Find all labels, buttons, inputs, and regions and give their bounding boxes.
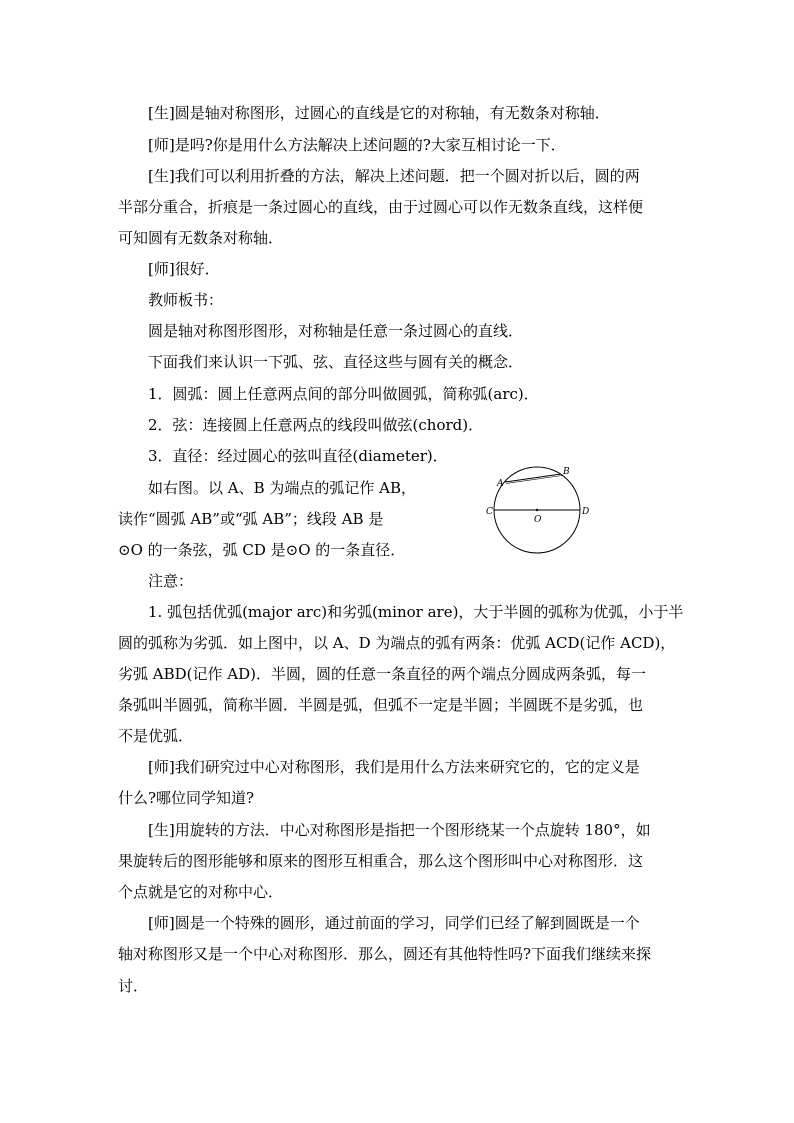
chord-ab-shadow [506, 476, 562, 484]
paragraph-line: 1. 弧包括优弧(major arc)和劣弧(minor are)，大于半圆的弧称为优弧，小于半 [148, 603, 684, 621]
paragraph-line: 3．直径：经过圆心的弦叫直径(diameter)． [148, 447, 448, 465]
paragraph-line: 2．弦：连接圆上任意两点的线段叫做弦(chord)． [148, 416, 484, 434]
paragraph-line: 轴对称图形又是一个中心对称图形．那么，圆还有其他特性吗?下面我们继续来探 [118, 945, 652, 963]
paragraph-line: [师]我们研究过中心对称图形，我们是用什么方法来研究它的，它的定义是 [148, 758, 640, 776]
paragraph-line: 下面我们来认识一下弧、弦、直径这些与圆有关的概念． [148, 353, 524, 371]
paragraph-line: 可知圆有无数条对称轴． [118, 229, 284, 247]
paragraph-line: [师]是吗?你是用什么方法解决上述问题的?大家互相讨论一下． [148, 136, 566, 154]
paragraph-line: 圆是轴对称图形图形，对称轴是任意一条过圆心的直线． [148, 322, 524, 340]
paragraph-line: 注意： [148, 572, 194, 590]
label-c: C [486, 507, 493, 517]
paragraph-line: 半部分重合，折痕是一条过圆心的直线，由于过圆心可以作无数条直线，这样便 [118, 198, 644, 216]
paragraph-line: 讨． [118, 977, 149, 995]
paragraph-line: 1．圆弧：圆上任意两点间的部分叫做圆弧，简称弧(arc)． [148, 385, 539, 403]
chord-ab [505, 474, 561, 482]
paragraph-line: 圆的弧称为劣弧．如上图中，以 A、D 为端点的弧有两条：优弧 ACD(记作 ACD)， [118, 634, 676, 652]
label-o: O [534, 515, 542, 525]
paragraph-line: 个点就是它的对称中心． [118, 883, 284, 901]
label-d: D [582, 507, 590, 517]
paragraph-line: 教师板书： [148, 291, 224, 309]
paragraph-line: 读作“圆弧 AB”或“弧 AB”；线段 AB 是 [118, 510, 384, 528]
paragraph-line: 劣弧 ABD(记作 AD)．半圆，圆的任意一条直径的两个端点分圆成两条弧，每一 [118, 665, 646, 683]
circle-diagram [478, 460, 598, 560]
paragraph-line: 什么?哪位同学知道? [118, 789, 255, 807]
paragraph-line: 果旋转后的图形能够和原来的图形互相重合，那么这个图形叫中心对称图形．这 [118, 852, 644, 870]
label-a: A [497, 479, 504, 489]
paragraph-line: [师]圆是一个特殊的圆形，通过前面的学习，同学们已经了解到圆既是一个 [148, 914, 640, 932]
center-point [536, 509, 538, 511]
paragraph-line: 条弧叫半圆弧，简称半圆．半圆是弧，但弧不一定是半圆；半圆既不是劣弧，也 [118, 696, 644, 714]
paragraph-line: ⊙O 的一条弦，弧 CD 是⊙O 的一条直径． [118, 541, 406, 559]
paragraph-line: [生]圆是轴对称图形，过圆心的直线是它的对称轴，有无数条对称轴． [148, 104, 610, 122]
paragraph-line: 不是优弧． [118, 727, 194, 745]
label-b: B [563, 467, 570, 477]
paragraph-line: [生]我们可以利用折叠的方法，解决上述问题．把一个圆对折以后，圆的两 [148, 167, 640, 185]
paragraph-line: [师]很好． [148, 260, 220, 278]
paragraph-line: 如右图。以 A、B 为端点的弧记作 AB， [148, 479, 417, 497]
paragraph-line: [生]用旋转的方法．中心对称图形是指把一个图形绕某一个点旋转 180°，如 [148, 821, 651, 839]
